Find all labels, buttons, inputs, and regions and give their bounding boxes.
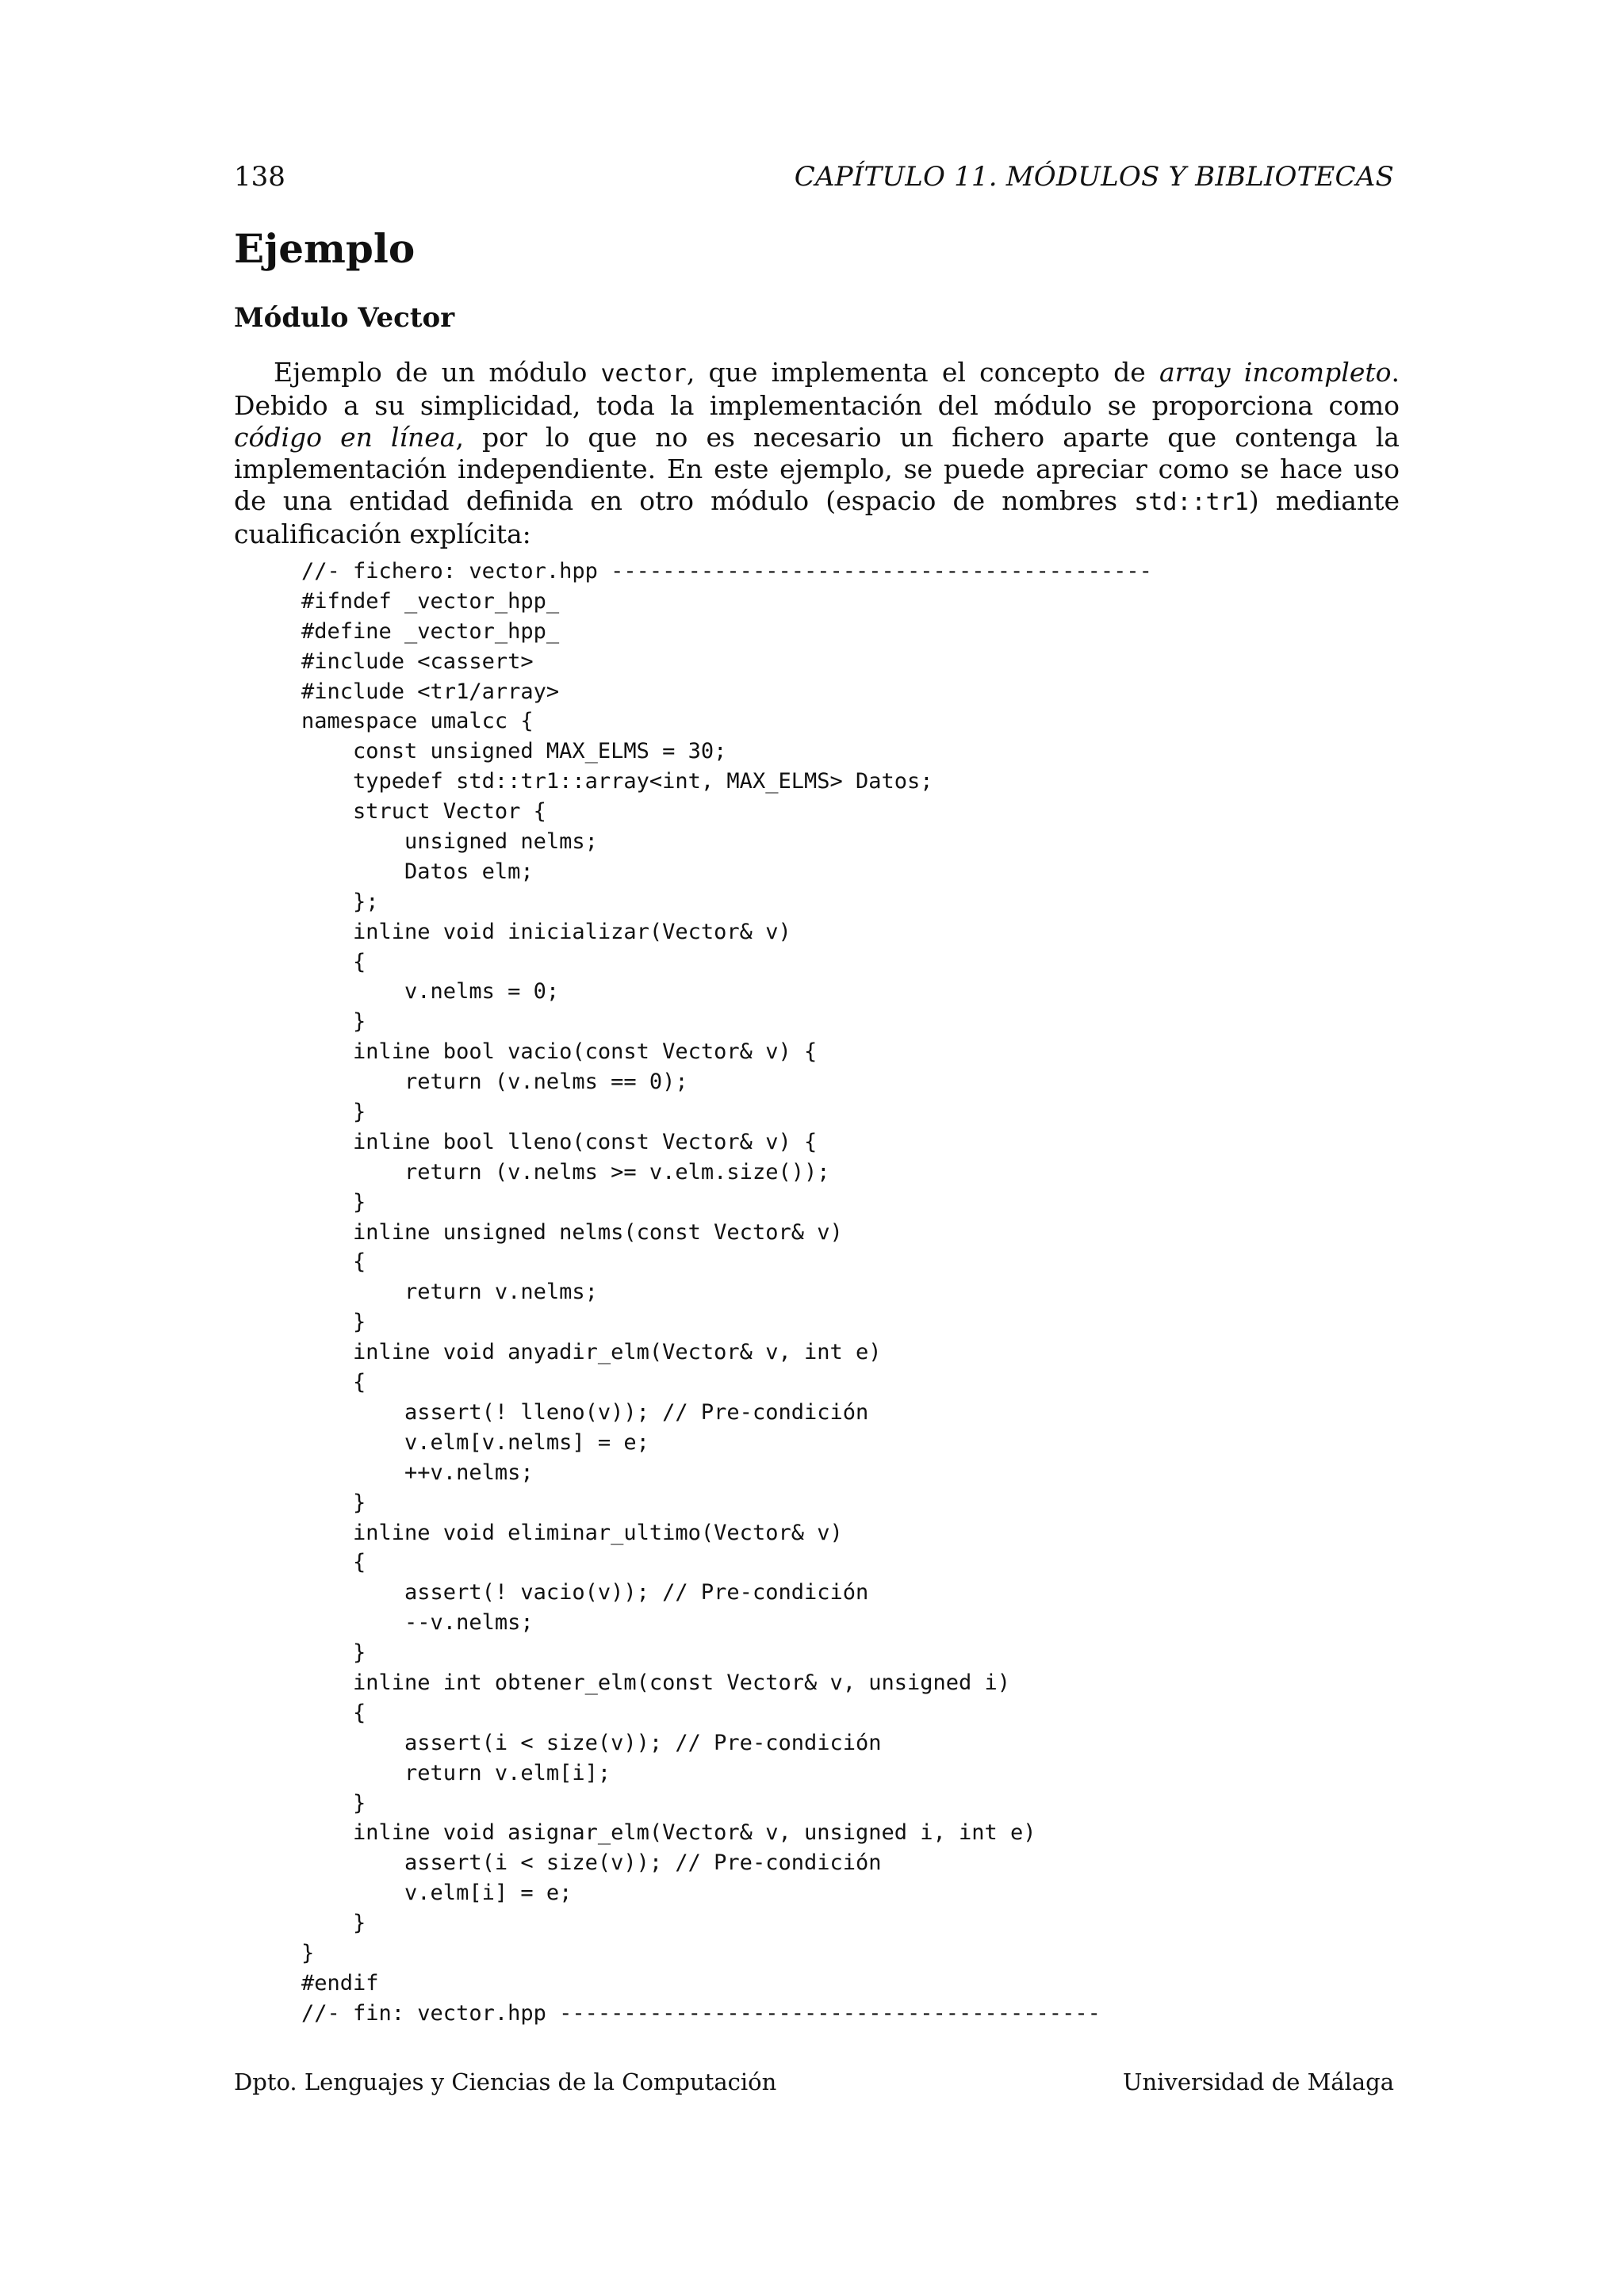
intro-text-2: , que implementa el concepto de <box>686 357 1159 388</box>
code-line: v.elm[v.nelms] = e; <box>301 1429 649 1455</box>
subsection-title: Módulo Vector <box>234 302 455 334</box>
code-line: ++v.nelms; <box>301 1460 534 1485</box>
emphasis-array-incompleto: array incompleto <box>1159 357 1392 388</box>
code-line: inline bool vacio(const Vector& v) { <box>301 1039 818 1065</box>
code-line: assert(! vacio(v)); // Pre-condición <box>301 1580 869 1605</box>
code-line: inline void asignar_elm(Vector& v, unsigned i, int e) <box>301 1820 1036 1846</box>
inline-code-std-tr1: std::tr1 <box>1134 488 1249 516</box>
code-line: unsigned nelms; <box>301 829 598 855</box>
code-line: return v.elm[i]; <box>301 1760 611 1785</box>
section-title: Ejemplo <box>234 225 416 272</box>
code-line: } <box>301 1911 366 1936</box>
code-line: { <box>301 1249 366 1275</box>
code-line: struct Vector { <box>301 799 546 825</box>
code-line: { <box>301 1370 366 1395</box>
code-line: inline int obtener_elm(const Vector& v, unsigned i) <box>301 1670 1011 1695</box>
code-line: v.nelms = 0; <box>301 979 560 1004</box>
running-footer <box>234 2064 1394 2099</box>
footer-university: Universidad de Málaga <box>1123 2068 1394 2095</box>
code-line: const unsigned MAX_ELMS = 30; <box>301 739 727 764</box>
emphasis-codigo-en-linea: código en línea <box>234 422 456 453</box>
code-line: } <box>301 1100 366 1125</box>
intro-text-3: . Debido a su simplicidad, toda la implementación del módulo se proporciona como <box>234 357 1400 421</box>
code-line: { <box>301 1700 366 1725</box>
code-line: #include <cassert> <box>301 649 534 674</box>
code-line: #include <tr1/array> <box>301 679 560 704</box>
code-line: } <box>301 1009 366 1035</box>
code-line: Datos elm; <box>301 859 534 884</box>
code-line: return v.nelms; <box>301 1280 598 1305</box>
code-line: v.elm[i] = e; <box>301 1881 573 1906</box>
code-line: typedef std::tr1::array<int, MAX_ELMS> Datos; <box>301 769 933 794</box>
footer-department: Dpto. Lenguajes y Ciencias de la Computación <box>234 2068 777 2095</box>
code-line: } <box>301 1640 366 1666</box>
code-line: assert(i < size(v)); // Pre-condición <box>301 1730 882 1755</box>
code-line: } <box>301 1490 366 1515</box>
intro-text-1: Ejemplo de un módulo <box>274 357 601 388</box>
code-line: #ifndef _vector_hpp_ <box>301 588 560 614</box>
code-line: } <box>301 1790 366 1816</box>
code-line: } <box>301 1940 315 1965</box>
inline-code-vector: vector <box>600 360 687 388</box>
code-line: assert(i < size(v)); // Pre-condición <box>301 1850 882 1876</box>
chapter-title: CAPÍTULO 11. MÓDULOS Y BIBLIOTECAS <box>794 161 1394 193</box>
code-line: inline unsigned nelms(const Vector& v) <box>301 1219 843 1245</box>
code-line: //- fichero: vector.hpp ------------------------------------------ <box>301 559 1152 584</box>
intro-paragraph <box>234 357 1400 550</box>
running-header <box>234 157 1394 197</box>
code-line: { <box>301 949 366 974</box>
page-number: 138 <box>234 161 285 193</box>
code-line: #define _vector_hpp_ <box>301 618 560 644</box>
code-line: }; <box>301 889 379 914</box>
code-line: } <box>301 1189 366 1215</box>
code-line: inline bool lleno(const Vector& v) { <box>301 1129 818 1154</box>
intro-text-4: , por lo que no es necesario un fichero aparte que contenga la implementación independiente. En este ejemplo, se puede apreciar como se hace uso de una entidad definida en otro módulo (espacio de nombres <box>234 422 1400 516</box>
code-line: return (v.nelms >= v.elm.size()); <box>301 1159 830 1184</box>
code-line: //- fin: vector.hpp ------------------------------------------ <box>301 2000 1101 2026</box>
code-line: inline void inicializar(Vector& v) <box>301 919 791 944</box>
code-listing <box>301 557 1332 2029</box>
code-line: return (v.nelms == 0); <box>301 1070 688 1095</box>
code-line: inline void eliminar_ultimo(Vector& v) <box>301 1520 843 1545</box>
code-line: } <box>301 1310 366 1335</box>
code-line: inline void anyadir_elm(Vector& v, int e) <box>301 1340 882 1365</box>
code-line: assert(! lleno(v)); // Pre-condición <box>301 1399 869 1425</box>
code-line: namespace umalcc { <box>301 709 534 734</box>
code-line: { <box>301 1550 366 1575</box>
code-line: --v.nelms; <box>301 1610 534 1636</box>
intro-text-5: ) mediante cualificación explícita: <box>234 485 1400 549</box>
code-line: #endif <box>301 1970 379 1996</box>
